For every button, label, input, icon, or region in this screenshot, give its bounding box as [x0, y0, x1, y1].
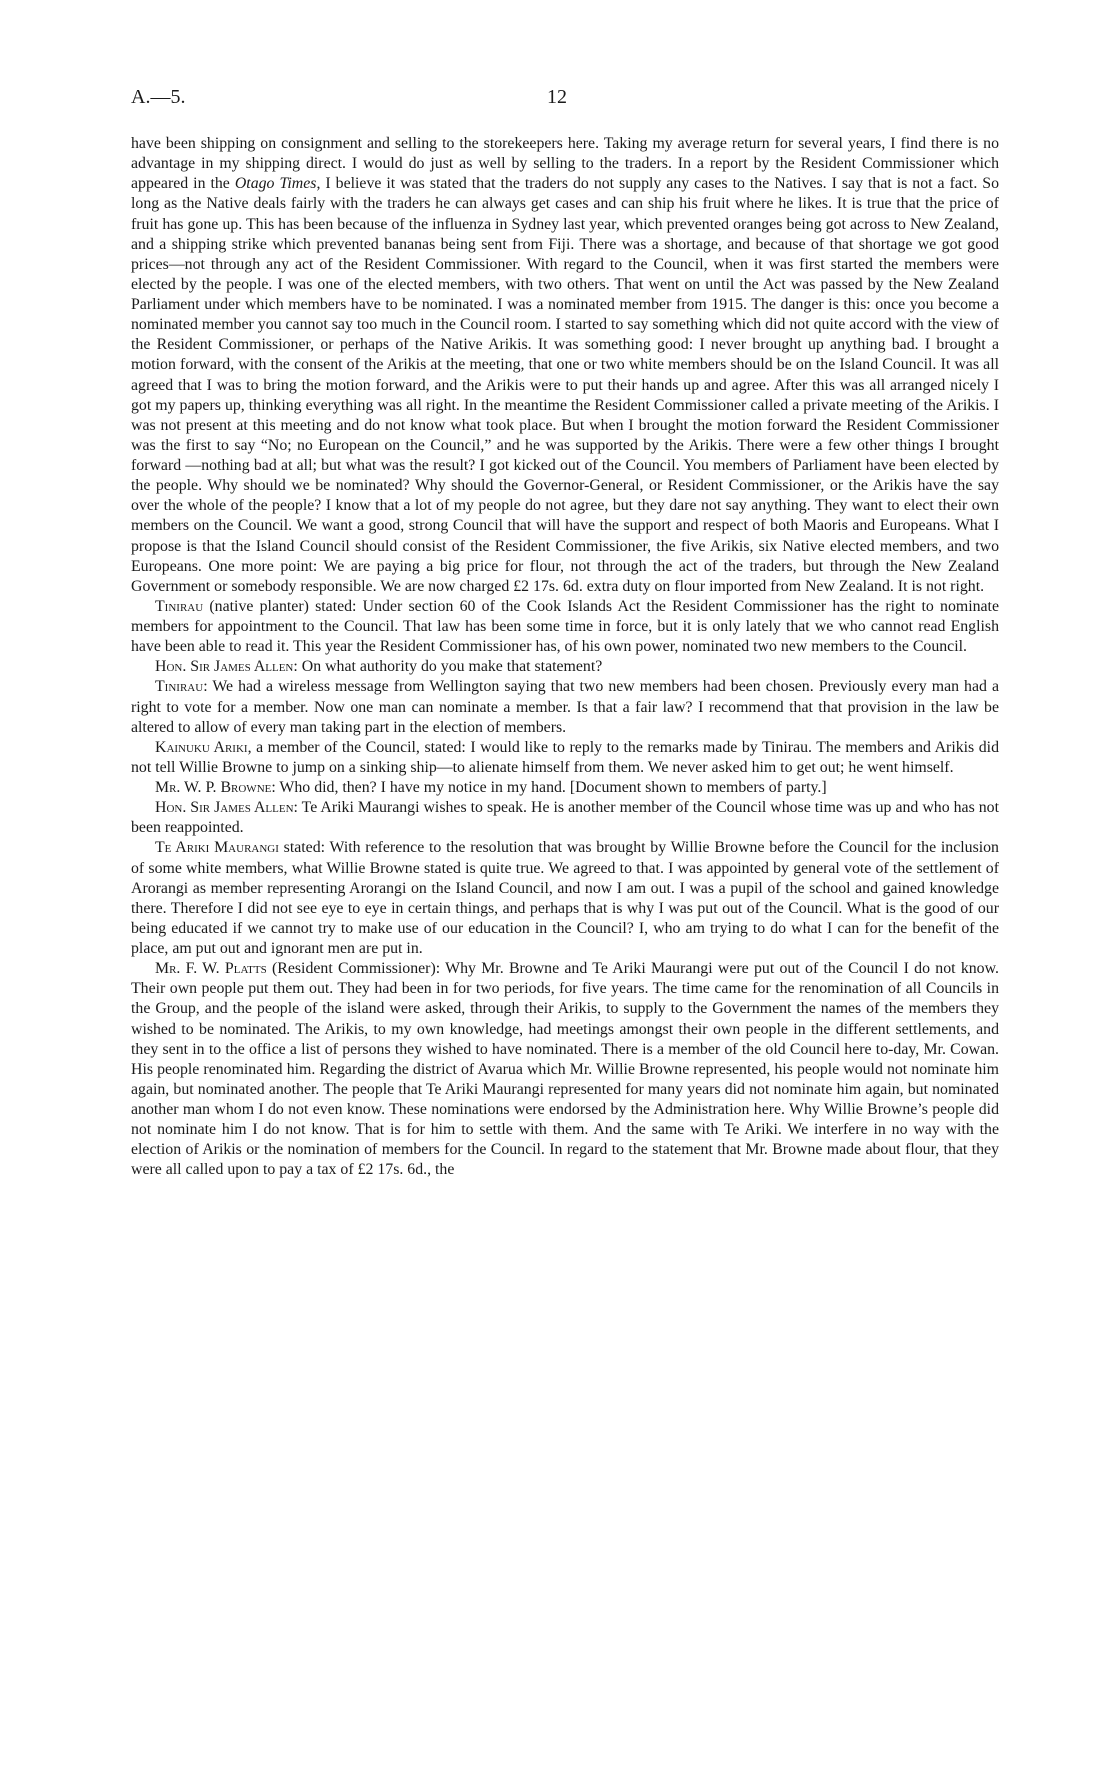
- speaker-name: Hon. Sir James Allen: [155, 799, 294, 817]
- speaker-name: Te Ariki Maurangi: [155, 839, 279, 857]
- page-number: 12: [547, 86, 567, 108]
- speaker-name: Tinirau: [155, 678, 204, 696]
- document-reference: A.—5.: [131, 86, 186, 108]
- speaker-name: Tinirau: [155, 597, 204, 615]
- paragraph-platts-statement: [131, 959, 999, 1180]
- body-text: [131, 134, 999, 1181]
- paragraph-text: : On what authority do you make that statement?: [293, 658, 603, 676]
- paragraph-allen-question: [131, 657, 999, 677]
- paragraph-text: stated: With reference to the resolution that was brought by Willie Browne before the Council for the inclusion of some white members, what Willie Browne stated is quite true. We agreed to that. I was appointed by general vote of the settlement of Arorangi as member representing Arorangi on the Island Council, and now I am out. I was a pupil of the school and gained knowledge there. Therefore I did not see eye to eye in certain things, and perhaps that is why I was put out of the Council. What is the good of our being educated if we cannot try to make use of our education in the Council? I, who am trying to do what I can for the benefit of the place, am put out and ignorant men are put in.: [131, 839, 999, 957]
- paragraph-browne-continued: [131, 134, 999, 597]
- paragraph-tinirau-reply: [131, 677, 999, 737]
- paragraph-text: (Resident Commissioner): Why Mr. Browne and Te Ariki Maurangi were put out of the Council I do not know. Their own people put them out. They had been in for two periods, for five years. The time came for the renomination of all Councils in the Group, and the people of the island were asked, through their Arikis, to supply to the Government the names of the members they wished to be nominated. The Arikis, to my own knowledge, had meetings amongst their own people in the different settlements, and they sent in to the office a list of persons they wished to have nominated. There is a member of the old Council here to-day, Mr. Cowan. His people renominated him. Regarding the district of Avarua which Mr. Willie Browne represented, his people would not nominate him again, but nominated another. The people that Te Ariki Maurangi represented for many years did not nominate him again, but nominated another man whom I do not even know. These nominations were endorsed by the Administration here. Why Willie Browne’s people did not nominate him I do not know. That is for him to settle with them. And the same with Te Ariki. We interfere in no way with the election of Arikis or the nomination of members for the Council. In regard to the statement that Mr. Browne made about flour, that they were all called upon to pay a tax of £2 17s. 6d., the: [131, 960, 999, 1179]
- speaker-name: Kainuku Ariki: [155, 738, 248, 756]
- paragraph-text: , a member of the Council, stated: I would like to reply to the remarks made by Tinirau. The members and Arikis did not tell Willie Browne to jump on a sinking ship—to alienate himself from them. We never asked him to get out; he went himself.: [131, 738, 1000, 776]
- paragraph-text: have been shipping on consignment and selling to the storekeepers here. Taking my average return for several years, I find there is no advantage in my shipping direct. I would do just as well by selling to the traders. In a report by the Resident Commissioner which appeared in the: [131, 135, 999, 193]
- paragraph-kainuku-statement: [131, 738, 999, 778]
- page-header: [131, 86, 983, 116]
- speaker-name: Mr. W. P. Browne: [155, 779, 272, 796]
- paragraph-text: (native planter) stated: Under section 60 of the Cook Islands Act the Resident Commissioner has the right to nominate members for appointment to the Council. That law has been some time in force, but it is only lately that we who cannot read English have been able to read it. This year the Resident Commissioner has, of his own power, nominated two new members to the Council.: [131, 597, 999, 656]
- paragraph-text: : We had a wireless message from Wellington saying that two new members had been chosen. Previously every man had a right to vote for a member. Now one man can nominate a member. Is that a fair law? I recommend that that provision in the law be altered to allow of every man taking part in the election of members.: [131, 678, 999, 736]
- newspaper-title: Otago Times: [234, 175, 317, 193]
- paragraph-browne-reply: [131, 778, 999, 798]
- paragraph-maurangi-statement: [131, 838, 999, 959]
- speaker-name: Hon. Sir James Allen: [155, 658, 294, 676]
- paragraph-tinirau-statement: [131, 597, 999, 657]
- paragraph-text: : Te Ariki Maurangi wishes to speak. He is another member of the Council whose time was up and who has not been reappointed.: [131, 799, 1000, 837]
- paragraph-allen-introduction: [131, 798, 999, 838]
- speaker-name: Mr. F. W. Platts: [155, 960, 267, 978]
- paragraph-text: , I believe it was stated that the traders do not supply any cases to the Natives. I say that is not a fact. So long as the Native deals fairly with the traders he can always get cases and can ship his fruit where he likes. It is true that the price of fruit has gone up. This has been because of the influenza in Sydney last year, which prevented oranges being got across to New Zealand, and a shipping strike which prevented bananas being sent from Fiji. There was a shortage, and because of that shortage we got good prices—not through any act of the Resident Commissioner. With regard to the Council, when it was first started the members were elected by the people. I was one of the elected members, with two others. That went on until the Act was passed by the New Zealand Parliament under which members have to be nominated. I was a nominated member from 1915. The danger is this: once you become a nominated member you cannot say too much in the Council room. I started to say something which did not quite accord with the view of the Resident Commissioner, or perhaps of the Native Arikis. It was something good: I never brought up anything bad. I brought a motion forward, with the consent of the Arikis at the meeting, that one or two white members should be on the Island Council. It was all agreed that I was to bring the motion forward, and the Arikis were to put their hands up and agree. After this was all arranged nicely I got my papers up, thinking everything was all right. In the meantime the Resident Commissioner called a private meeting of the Arikis. I was not present at this meeting and do not know what took place. But when I brought the motion forward the Resident Commissioner was the first to say “No; no European on the Council,” and he was supported by the Arikis. There were a few other things I brought forward —nothing bad at all; but what was the result? I got kicked out of the Council. You members of Parliament have been elected by the people. Why should we be nominated? Why should the Governor-General, or Resident Commissioner, or the Arikis have the say over the whole of the people? I know that a lot of my people do not agree, but they dare not say anything. They want to elect their own members on the Council. We want a good, strong Council that will have the support and respect of both Maoris and Europeans. What I propose is that the Island Council should consist of the Resident Commissioner, the five Arikis, six Native elected members, and two Europeans. One more point: We are paying a big price for flour, not through the act of the traders, but through the New Zealand Government or somebody responsible. We are now charged £2 17s. 6d. extra duty on flour imported from New Zealand. It is not right.: [131, 175, 1000, 595]
- paragraph-text: : Who did, then? I have my notice in my hand. [Document shown to members of party.]: [271, 779, 827, 796]
